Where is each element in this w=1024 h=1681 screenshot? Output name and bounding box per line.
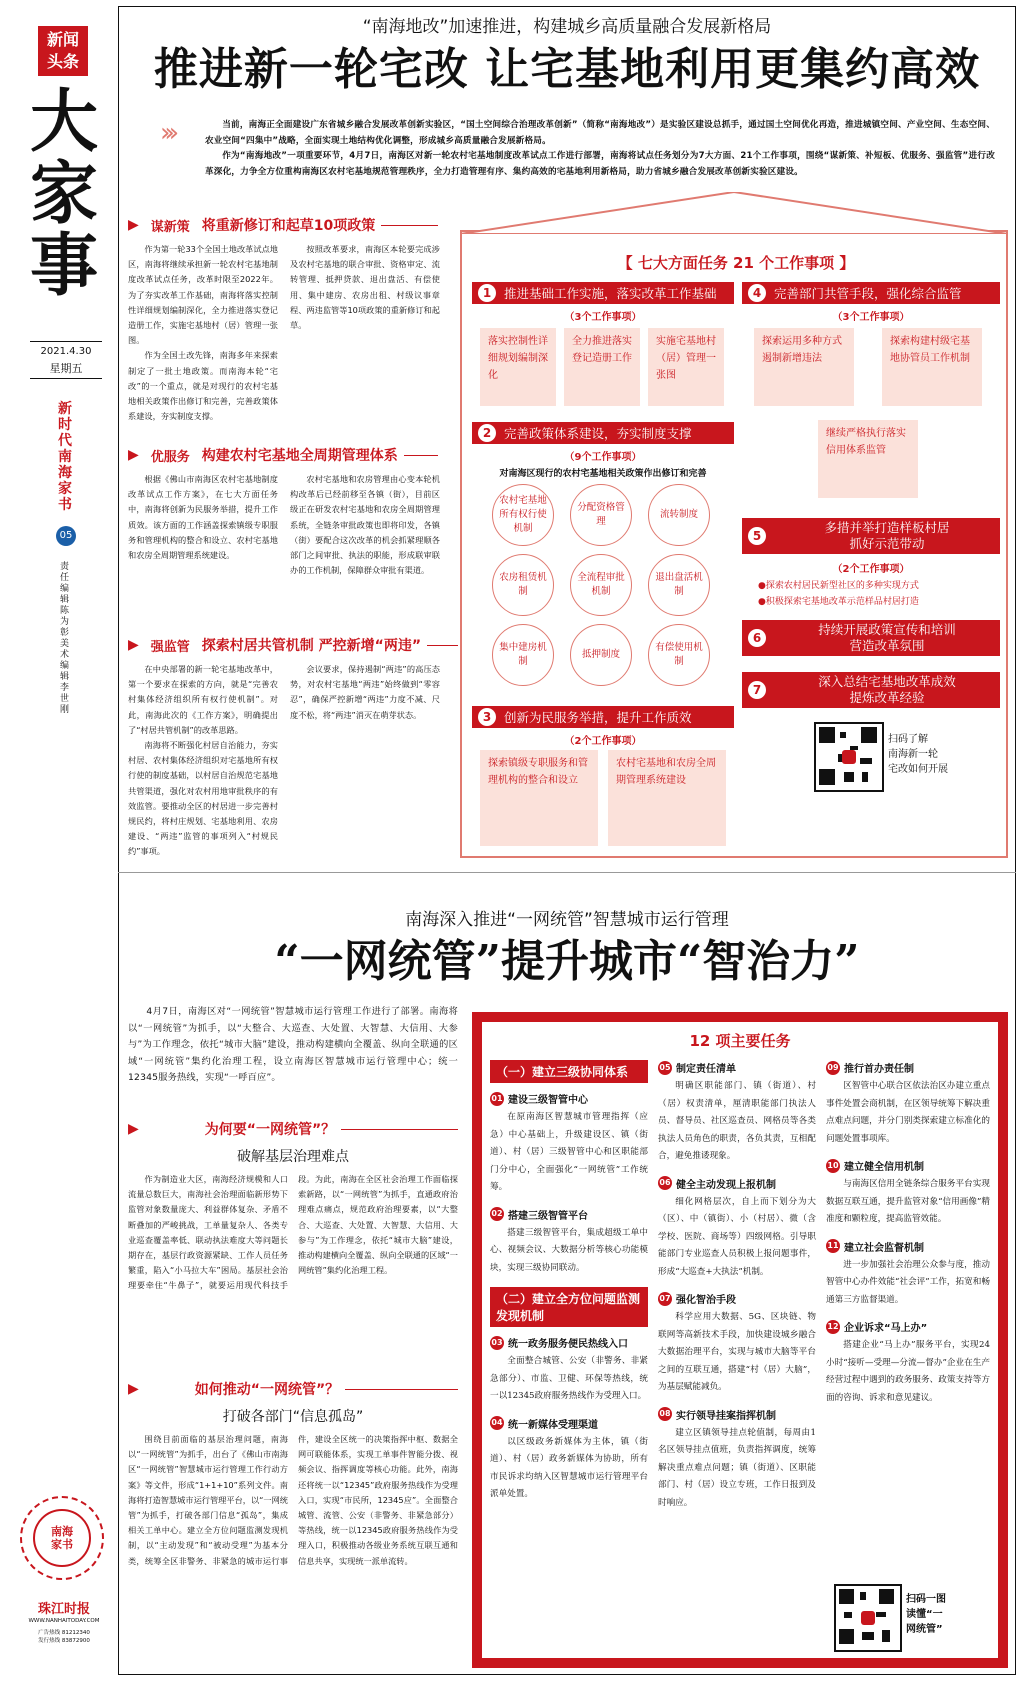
body-paragraph: 在中央部署的新一轮宅基地改革中，第一个要求在探索的方向，就是“完善农村集体经济组织所有权行使机制”。对此，南海此次的《工作方案》，明确提出了“村居共管机制”的改革思路。 — [128, 664, 278, 735]
task-title: 统一政务服务便民热线入口 — [508, 1339, 628, 1350]
ad-hotline: 广告热线 81212340 — [38, 1630, 90, 1636]
qr-caption-line: 扫码了解 — [888, 734, 928, 745]
issue-date: 2021.4.30 — [40, 346, 92, 357]
task-number: 12 — [826, 1320, 840, 1334]
task-number: 10 — [826, 1159, 840, 1173]
task-title-line-2: 提炼改革经验 — [849, 690, 925, 705]
task-4-bar — [742, 282, 1000, 304]
section-head-youfuwu — [128, 444, 438, 466]
task-body: 搭建企业“马上办”服务平台，实现24小时“接听—受理—分流—督办”企业在生产经营过程中遇到的政务服务、政策支持等方面的咨询、诉求和意见建议。 — [826, 1340, 990, 1403]
task-body: 科学应用大数据、5G、区块链、物联网等高新技术手段，加快建设城乡融合大数据治理平台，实现与城市大脑等平台之间的互联互通，搭建“村（居）大脑”，为基层赋能减负。 — [658, 1312, 816, 1392]
task-body: 与南海区信用全链条综合服务平台实现数据互联互通，提升监管对象“信用画像”精准度和颗粒度，提高监管效能。 — [826, 1179, 990, 1224]
task-number: 01 — [490, 1092, 504, 1106]
task-2-subtitle: 对南海区现行的农村宅基地相关政策作出修订和完善 — [499, 469, 707, 479]
qr-code-icon[interactable] — [814, 722, 884, 792]
policy-circle: 抵押制度 — [570, 624, 632, 686]
page-number: 05 — [59, 530, 73, 541]
circulation-hotline: 发行热线 83872900 — [38, 1638, 90, 1644]
task-title: 推进基础工作实施，落实改革工作基础 — [504, 286, 717, 301]
task-number: 6 — [748, 629, 766, 647]
section-head-moxince — [128, 214, 438, 236]
paper-url[interactable]: WWW.NANHAITODAY.COM — [28, 1618, 100, 1624]
task-body: 在原南海区智慧城市管理指挥（应急）中心基础上，升级建设区、镇（街道）、村（居）三级智管中心和区职能部门分中心，全面强化“一网统管”工作统筹。 — [490, 1112, 648, 1192]
roof-shape — [460, 192, 1008, 234]
section-body-col-2 — [290, 472, 440, 578]
editor-credits: 责任编辑 陈为彰 美术编辑 李世刚 — [60, 562, 70, 715]
logo-text: 南海家书 — [51, 1525, 73, 1551]
task-number: 2 — [478, 424, 496, 442]
title-char-2: 家 — [29, 154, 98, 234]
task-body: 搭建三级智管平台，集成超级工单中心、视频会议、大数据分析等核心功能模块，实现三级协同联动。 — [490, 1227, 648, 1273]
story2-headline: “一网统管”提升城市“智治力” — [274, 936, 860, 987]
task-number: 7 — [748, 681, 766, 699]
task-item: 探索镇级专职服务和管理机构的整合和设立 — [480, 750, 598, 846]
section-body-col-2 — [290, 242, 440, 333]
task-heading — [658, 1407, 816, 1422]
section-title: 将重新修订和起草10项政策 — [201, 218, 376, 234]
section-subtitle: 打破各部门“信息孤岛” — [222, 1409, 364, 1425]
chevron-icon: ▶ — [128, 637, 139, 653]
story1-lead — [205, 118, 995, 180]
task-heading — [658, 1291, 816, 1306]
nanhai-jiashu-logo — [20, 1496, 104, 1580]
tasks-infographic — [460, 230, 1008, 858]
task-body: 区智管中心联合区依法治区办建立重点事件处置会商机制，在区领导统筹下解决重点难点问题，并分门别类探索建立标准化的问题处置事项库。 — [826, 1081, 990, 1144]
news-headline-badge — [38, 26, 88, 76]
task-number: 11 — [826, 1239, 840, 1253]
chevron-icon: ▶ — [128, 1381, 139, 1397]
body-paragraph: 作为制造业大区，南海经济规模和人口流量总数巨大，南海社会治理面临新形势下监管对象数量庞大、利益群体复杂、矛盾不断叠加的严峻挑战，工单量复杂人、各类专业巡查覆盖率低、联动执法难度大等问题长期存在，基层行政资源紧缺、工作人员任务繁重，陷入“小马拉大车”困局。基层社会治理要牵住“牛鼻子”，就要运用现代科技手段。为此，南海在全区社会治理工作面临探索新路，以“一网统管”为抓手，直通政府治理难点痛点，规范政府治理要素，以“大整合、大巡查、大处置、大智慧、大信用、大参与”为工作理念，依托“城市大脑”建设，推动构建横向全覆盖、纵向全联通的区域“一网统管”集约化治理工程。 — [128, 1174, 458, 1291]
task-heading — [490, 1335, 648, 1350]
policy-circle: 农房租赁机制 — [492, 554, 554, 616]
chevron-icon: ▶ — [128, 217, 139, 233]
task-number: 3 — [478, 708, 496, 726]
task-count: （9个工作事项） — [564, 452, 642, 463]
task-count: （3个工作事项） — [564, 312, 642, 323]
qr-caption — [906, 1592, 990, 1637]
task-title: 企业诉求“马上办” — [844, 1323, 928, 1334]
task-title: 创新为民服务举措，提升工作质效 — [504, 710, 692, 725]
body-paragraph: 按照改革要求，南海区本轮要完成涉及农村宅基地的联合审批、资格审定、流转管理、抵押贷款、退出盘活、有偿使用、集中建房、农房出租、村级议事章程、两违监管等10项政策的重新修订和起草。 — [290, 244, 440, 331]
lead-chevron-icon: ››› — [160, 118, 174, 148]
section-head-why — [128, 1118, 458, 1140]
task-number: 05 — [658, 1061, 672, 1075]
task-body: 细化网格层次，自上而下划分为大（区）、中（镇街）、小（村居）、微（含学校、医院、商场等）四级网格。引导职能部门专业巡查人员积极上报问题事件，形成“大巡查+大执法”机制。 — [658, 1196, 816, 1277]
policy-circle: 退出盘活机制 — [648, 554, 710, 616]
badge-line-2: 头条 — [46, 52, 79, 71]
task-7-bar — [742, 672, 1000, 708]
task-title-line-1: 持续开展政策宣传和培训 — [818, 622, 956, 637]
section-title: 如何推动“一网统管”？ — [194, 1382, 340, 1398]
task-heading — [826, 1239, 990, 1254]
task-heading — [826, 1319, 990, 1334]
masthead-rule — [30, 341, 102, 342]
group-tag: （一）建立三级协同体系 — [490, 1060, 648, 1083]
task-heading — [490, 1416, 648, 1431]
masthead-title — [24, 82, 104, 306]
section-head-how — [128, 1378, 458, 1400]
section-title: 探索村居共管机制 严控新增“两违” — [201, 638, 422, 654]
task-number: 4 — [748, 284, 766, 302]
task-title: 健全主动发现上报机制 — [676, 1179, 776, 1191]
qr-caption-line: 网统管” — [906, 1624, 943, 1635]
policy-circle: 有偿使用机制 — [648, 624, 710, 686]
badge-line-1: 新闻 — [46, 30, 79, 49]
issue-weekday: 星期五 — [49, 362, 83, 375]
policy-circle: 集中建房机制 — [492, 624, 554, 686]
task-item: 探索运用多种方式遏制新增违法 — [754, 328, 854, 406]
task-title: 完善政策体系建设，夯实制度支撑 — [504, 426, 692, 441]
task-3-bar — [472, 706, 734, 728]
task-5-bullet: ●探索农村居民新型社区的多种实现方式 — [758, 581, 919, 591]
task-2-bar — [472, 422, 734, 444]
chevron-icon: ▶ — [128, 447, 139, 463]
tasks-column-1 — [490, 1060, 648, 1514]
qr-caption-line: 宅改如何开展 — [888, 764, 948, 775]
task-number: 5 — [748, 527, 766, 545]
task-number: 06 — [658, 1176, 672, 1190]
task-title-line-2: 抓好示范带动 — [849, 536, 925, 551]
section-title: 为何要“一网统管”？ — [204, 1122, 336, 1138]
lead-paragraph: 作为“南海地改”一项重要环节，4月7日，南海区对新一轮农村宅基地制度改革试点工作进行部署，南海将试点任务划分为7大方面、21个工作事项，围绕“谋新策、补短板、优服务、强监管”进行改革深化，力争全方位重构南海区农村宅基地规范管理秩序，全力打造管理有序、集约高效的宅基地利用新格局，助力省城乡融合发展改革创新实验区建设。 — [205, 151, 995, 177]
masthead-sidebar — [6, 6, 110, 1675]
task-title-line-1: 多措并举打造样板村居 — [824, 520, 950, 535]
masthead-rule-2 — [30, 378, 102, 379]
body-paragraph: 南海将不断强化村居自治能力，夯实村居、农村集体经济组织对宅基地所有权行使的制度基础，以村居自治规范宅基地共管渠道，强化对农村用地审批秩序的有效监管。要推动全区的村居进一步完善村规民约，将村庄规划、宅基地利用、农房建设、“两违”监管的事项列入“村规民约”事项。 — [128, 740, 278, 857]
task-number: 03 — [490, 1336, 504, 1350]
task-heading — [658, 1060, 816, 1075]
task-title: 强化智治手段 — [676, 1295, 736, 1306]
task-item: 农村宅基地和农房全周期管理系统建设 — [608, 750, 726, 846]
task-1-bar — [472, 282, 734, 304]
section-tag: 优服务 — [150, 449, 190, 465]
task-body: 以区级政务新媒体为主体，镇（街道）、村（居）政务新媒体为协助，所有市民诉求均纳入区智慧城市运行管理平台派单处置。 — [490, 1436, 648, 1499]
task-body: 进一步加强社会治理公众参与度，推动智管中心办件效能“社会评”工作，拓宽和畅通第三方监督渠道。 — [826, 1259, 990, 1305]
section-head-qiangjianguan — [128, 634, 458, 656]
policy-circle: 农村宅基地所有权行使机制 — [492, 484, 554, 546]
task-number: 07 — [658, 1292, 672, 1306]
section-subtitle: 破解基层治理难点 — [237, 1149, 349, 1165]
title-char-3: 事 — [29, 226, 98, 306]
lead-paragraph: 当前，南海正全面建设广东省城乡融合发展改革创新实验区，“国土空间综合治理改革创新”（简称“南海地改”）是实验区建设总抓手，通过国土空间优化再造，推进城镇空间、产业空间、生态空间、农业空间“四集中”战略，全面实现土地结构优化调整，形成城乡高质量融合发展新格局。 — [205, 120, 995, 146]
twelve-tasks-panel — [472, 1012, 1008, 1668]
qr-caption-line: 南海新一轮 — [888, 749, 938, 760]
task-count: （2个工作事项） — [832, 564, 910, 575]
body-paragraph: 会议要求，保持遏制“两违”的高压态势，对农村宅基地“两违”始终做到“零容忍”，确保严控新增“两违”力度不减、尺度不松，将“两违”消灭在萌芽状态。 — [290, 664, 440, 720]
section-body-col-2 — [290, 662, 440, 723]
section-body — [128, 1172, 458, 1342]
qr-caption-line: 扫码一图 — [906, 1594, 946, 1605]
task-heading — [490, 1091, 648, 1106]
task-5-bullet: ●积极探索宅基地改革示范样品村居打造 — [758, 597, 919, 607]
story-divider — [118, 872, 1016, 873]
story2-intro — [128, 1004, 458, 1087]
task-body: 建立区镇领导挂点轮值制，每周由1名区领导挂点值班，负责指挥调度，统筹解决重点难点问题；镇（街道）、区职能部门、村（居）设立专班，工作日报到及时响应。 — [658, 1427, 816, 1508]
body-paragraph: 根据《佛山市南海区农村宅基地制度改革试点工作方案》，在七大方面任务中，南海将创新为民服务举措，提升工作质效。该方面的工作涵盖探索镇级专职服务和管理机构的整合和设立、农村宅基地和农房全周期管理系统建设。 — [128, 474, 278, 561]
paper-name: 珠江时报 — [37, 1602, 90, 1617]
task-5-bar — [742, 518, 1000, 554]
page-number-badge — [56, 526, 76, 546]
section-body-col-1 — [128, 242, 278, 424]
task-item: 落实控制性详细规划编制深化 — [480, 328, 556, 406]
qr-caption-line: 读懂“一 — [906, 1609, 943, 1620]
chevron-icon: ▶ — [128, 1121, 139, 1137]
task-title-line-1: 深入总结宅基地改革成效 — [818, 674, 956, 689]
task-title-line-2: 营造改革氛围 — [849, 638, 925, 653]
task-item: 探索构建村级宅基地协管员工作机制 — [882, 328, 982, 406]
task-title: 建立健全信用机制 — [844, 1162, 924, 1173]
story1-headline: 推进新一轮宅改 让宅基地利用更集约高效 — [153, 44, 981, 95]
qr-code-icon[interactable] — [834, 1584, 902, 1652]
task-body: 明确区职能部门、镇（街道）、村（居）权责清单，厘清职能部门执法人员、督导员、社区巡查员、网格员等各类执法人员角色的职责，各负其责，互相配合，避免推诿现象。 — [658, 1081, 816, 1161]
task-number: 02 — [490, 1207, 504, 1221]
task-heading — [826, 1060, 990, 1075]
tasks-column-3 — [826, 1060, 990, 1417]
policy-circle: 分配资格管理 — [570, 484, 632, 546]
task-number: 08 — [658, 1407, 672, 1421]
policy-circle: 全流程审批机制 — [570, 554, 632, 616]
policy-circle: 流转制度 — [648, 484, 710, 546]
task-title: 推行首办责任制 — [844, 1064, 914, 1075]
task-title: 搭建三级智管平台 — [508, 1210, 588, 1222]
task-number: 1 — [478, 284, 496, 302]
task-title: 建设三级智管中心 — [508, 1095, 588, 1106]
title-char-1: 大 — [29, 82, 98, 162]
task-body: 全面整合城管、公安（非警务、非紧急部分）、市监、卫健、环保等热线，统一以12345政府服务热线作为受理入口。 — [490, 1356, 648, 1401]
body-paragraph: 作为全国土改先锋，南海多年来探索制定了一批土地政策。而南海本轮“宅改”的一个重点，就是对现行的农村宅基地相关政策作出修订和完善，完善政策体系建设，夯实制度支撑。 — [128, 350, 278, 422]
task-heading — [826, 1158, 990, 1173]
task-title: 完善部门共管手段，强化综合监管 — [774, 286, 962, 301]
task-6-bar — [742, 620, 1000, 656]
task-title: 建立社会监督机制 — [844, 1242, 924, 1254]
section-body-col-1 — [128, 472, 278, 563]
task-count: （2个工作事项） — [564, 736, 642, 747]
task-number: 04 — [490, 1416, 504, 1430]
task-item: 继续严格执行落实信用体系监管 — [818, 420, 918, 498]
task-title: 实行领导挂案指挥机制 — [676, 1410, 776, 1422]
section-body-col-1 — [128, 662, 278, 860]
task-heading — [658, 1176, 816, 1191]
body-paragraph: 农村宅基地和农房管理由心变本轮机构改革后已经前移至各镇（街），目前区级正在研发农村宅基地和农房全周期管理系统，全链条审批政策也即将印发，各镇（街）要配合这次改革的机会抓紧理顺各部门之间审批、执法的职能，形成联审联办的工作机制，保障群众审批有渠道。 — [290, 474, 440, 576]
section-tag: 强监管 — [150, 639, 190, 655]
body-paragraph: 围绕目前面临的基层治理问题，南海以“一网统管”为抓手，出台了《佛山市南海区“一网统管”智慧城市运行管理工作行动方案》等文件，形成“1+1+10”系列文件。南海将打造智慧城市运行管理平台，以“一网统管”为抓手，打破各部门信息“孤岛”，集成相关工单中心。建立全方位问题监测发现机制，以“主动发现”和“被动受理”为基本分类，统筹全区非警务、非紧急的城市运行事件，建设全区统一的决策指挥中枢、数据全网可联能体系，实现工单事件智能分拨、视频会议、指挥调度等核心功能。此外，南海还将统一以“12345”政府服务热线作为受理入口，实现“市民所，12345应”。全面整合城管、流管、公安（非警务、非紧急部分）等热线，统一以12345政府服务热线作为受理入口，积极推动各级业务系统互联互通和信息共享，实现统一派单流转。 — [128, 1434, 458, 1566]
infographic-title: 【 七大方面任务 21 个工作事项 】 — [617, 254, 855, 272]
task-heading — [490, 1207, 648, 1222]
body-paragraph: 作为第一轮33个全国土地改革试点地区，南海将继续承担新一轮农村宅基地制度改革试点任务，改革时限至2022年。为了夯实改革工作基础，南海将落实控制性详细规划编制深化，全力推进落实登记造册工作，实施宅基地村（居）管理一张图。 — [128, 244, 278, 346]
section-body — [128, 1432, 458, 1668]
group-tag: （二）建立全方位问题监测发现机制 — [490, 1287, 648, 1327]
tasks-column-2 — [658, 1060, 816, 1522]
section-tag: 谋新策 — [150, 219, 190, 235]
qr-caption — [888, 732, 988, 777]
masthead-slogan: 新时代南海家书 — [58, 401, 72, 513]
task-number: 09 — [826, 1061, 840, 1075]
task-item: 全力推进落实登记造册工作 — [564, 328, 640, 406]
story1-kicker: “南海地改”加速推进，构建城乡高质量融合发展新格局 — [362, 17, 772, 37]
story2-kicker: 南海深入推进“一网统管”智慧城市运行管理 — [405, 910, 729, 930]
task-item: 实施宅基地村（居）管理一张图 — [648, 328, 724, 406]
section-title: 构建农村宅基地全周期管理体系 — [201, 448, 398, 464]
intro-paragraph: 4月7日，南海区对“一网统管”智慧城市运行管理工作进行了部署。南海将以“一网统管”为抓手，以“大整合、大巡查、大处置、大智慧、大信用、大参与”为工作理念，依托“城市大脑”建设，推动构建横向全覆盖、纵向全联通的区域“一网统管”集约化治理工程，设立南海区智慧城市运行管理中心；统一12345服务热线，实现“一呼百应”。 — [128, 1006, 458, 1083]
task-title: 制定责任清单 — [676, 1064, 736, 1075]
task-title: 统一新媒体受理渠道 — [508, 1419, 598, 1431]
task-count: （3个工作事项） — [832, 312, 910, 323]
infographic-roof — [460, 192, 1008, 234]
panel-title: 12 项主要任务 — [689, 1032, 791, 1050]
